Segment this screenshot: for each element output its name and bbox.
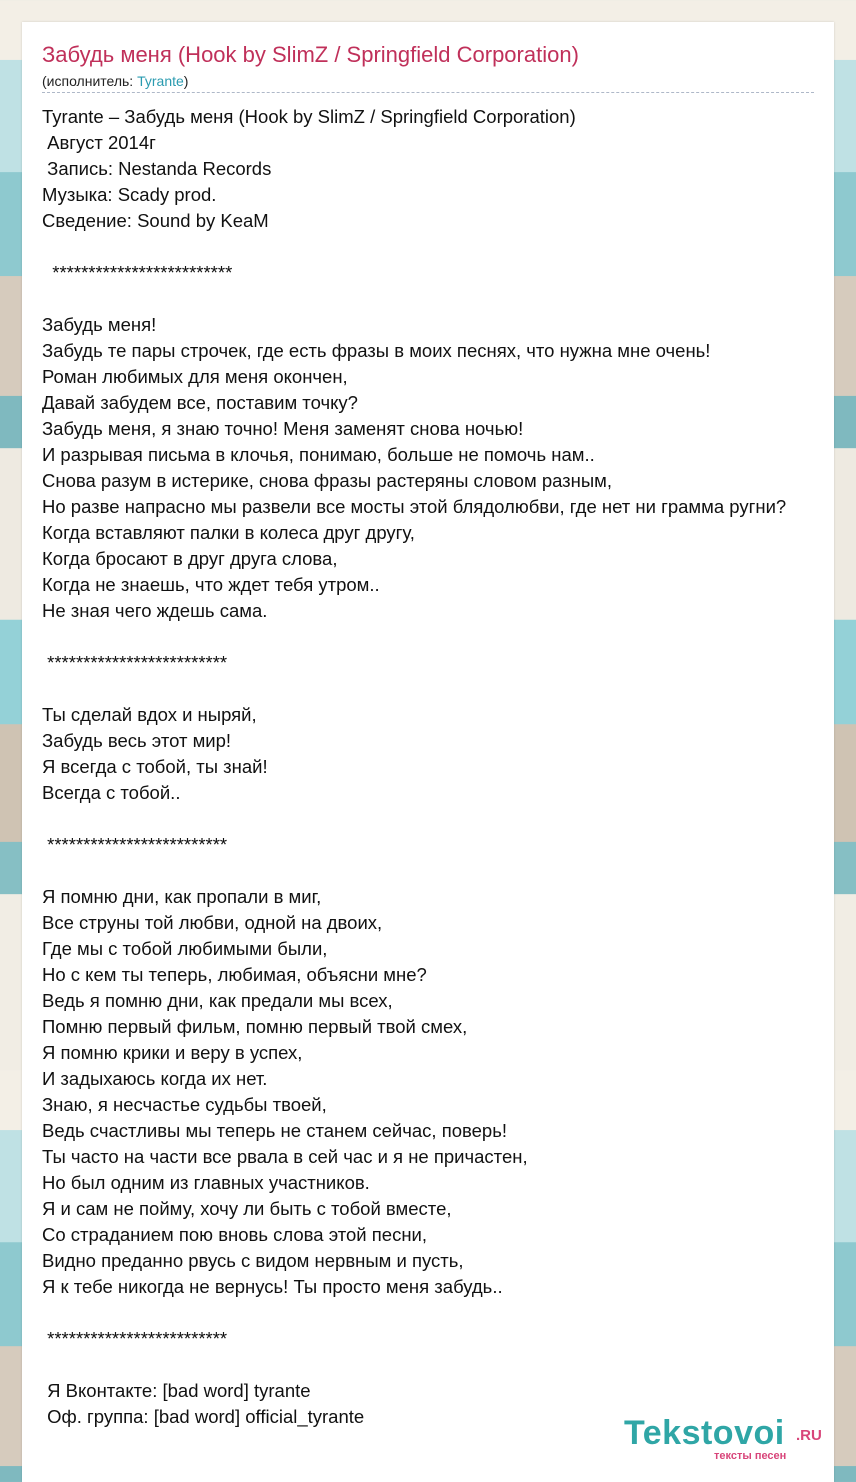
- lyric-line: Оф. группа: [bad word] official_tyrante: [42, 1406, 365, 1427]
- lyric-line: Забудь весь этот мир!: [42, 730, 232, 751]
- lyric-line: Я всегда с тобой, ты знай!: [42, 756, 268, 777]
- lyric-line: Tyrante – Забудь меня (Hook by SlimZ / Springfield Corporation): [42, 106, 576, 127]
- lyric-line: Со страданием пою вновь слова этой песни,: [42, 1224, 428, 1245]
- lyric-line: Ведь счастливы мы теперь не станем сейчас, поверь!: [42, 1120, 507, 1141]
- lyric-line: Когда не знаешь, что ждет тебя утром..: [42, 574, 380, 595]
- lyric-line: Когда бросают в друг друга слова,: [42, 548, 338, 569]
- lyric-line: Помню первый фильм, помню первый твой смех,: [42, 1016, 468, 1037]
- lyric-line: Снова разум в истерике, снова фразы растеряны словом разным,: [42, 470, 613, 491]
- lyric-line: Когда вставляют палки в колеса друг другу,: [42, 522, 415, 543]
- lyric-line: Все струны той любви, одной на двоих,: [42, 912, 383, 933]
- lyric-line: Давай забудем все, поставим точку?: [42, 392, 358, 413]
- lyric-line: Я Вконтакте: [bad word] tyrante: [42, 1380, 311, 1401]
- lyric-line: [42, 1352, 856, 1378]
- artist-suffix: ): [183, 73, 189, 89]
- lyric-line: И задыхаюсь когда их нет.: [42, 1068, 268, 1089]
- lyric-line: Не зная чего ждешь сама.: [42, 600, 268, 621]
- page-title: Забудь меня (Hook by SlimZ / Springfield Corporation): [42, 42, 579, 67]
- lyric-line: [42, 806, 856, 832]
- lyric-line: [42, 858, 856, 884]
- lyric-line: [42, 1300, 856, 1326]
- lyric-line: *************************: [42, 652, 228, 673]
- lyric-line: Я помню дни, как пропали в миг,: [42, 886, 322, 907]
- lyric-line: Видно преданно рвусь с видом нервным и пусть,: [42, 1250, 464, 1271]
- lyric-line: Забудь меня, я знаю точно! Меня заменят снова ночью!: [42, 418, 524, 439]
- logo-text: Tekstovoi: [624, 1414, 785, 1452]
- lyric-line: Но был одним из главных участников.: [42, 1172, 370, 1193]
- lyric-line: Где мы с тобой любимыми были,: [42, 938, 328, 959]
- lyric-line: И разрывая письма в клочья, понимаю, больше не помочь нам..: [42, 444, 595, 465]
- lyric-line: [42, 286, 856, 312]
- logo-domain: .RU: [796, 1427, 822, 1444]
- lyric-line: Август 2014г: [42, 132, 156, 153]
- lyrics-body: [42, 104, 856, 1430]
- site-logo[interactable]: [624, 1414, 828, 1470]
- lyric-line: Ты сделай вдох и ныряй,: [42, 704, 257, 725]
- artist-prefix: (исполнитель:: [42, 73, 138, 89]
- lyric-line: *************************: [42, 262, 233, 283]
- lyric-line: *************************: [42, 834, 228, 855]
- artist-line: [42, 73, 188, 89]
- lyric-line: Но разве напрасно мы развели все мосты этой блядолюбви, где нет ни грамма ругни?: [42, 496, 787, 517]
- lyric-line: [42, 234, 856, 260]
- lyric-line: *************************: [42, 1328, 228, 1349]
- lyric-line: [42, 624, 856, 650]
- artist-link[interactable]: Tyrante: [137, 73, 184, 89]
- lyric-line: Сведение: Sound by KeaM: [42, 210, 269, 231]
- lyric-line: Роман любимых для меня окончен,: [42, 366, 348, 387]
- lyric-line: [42, 676, 856, 702]
- lyric-line: Забудь те пары строчек, где есть фразы в моих песнях, что нужна мне очень!: [42, 340, 711, 361]
- title-divider: [42, 92, 814, 93]
- lyric-line: Музыка: Scady prod.: [42, 184, 217, 205]
- lyric-line: Знаю, я несчастье судьбы твоей,: [42, 1094, 327, 1115]
- lyrics-page: [22, 22, 834, 1482]
- lyric-line: Я и сам не пойму, хочу ли быть с тобой вместе,: [42, 1198, 452, 1219]
- lyric-line: Забудь меня!: [42, 314, 157, 335]
- lyric-line: Но с кем ты теперь, любимая, объясни мне?: [42, 964, 427, 985]
- lyric-line: Я к тебе никогда не вернусь! Ты просто меня забудь..: [42, 1276, 503, 1297]
- lyric-line: Я помню крики и веру в успех,: [42, 1042, 303, 1063]
- lyric-line: Всегда с тобой..: [42, 782, 181, 803]
- logo-tagline: тексты песен: [714, 1450, 787, 1462]
- lyric-line: Ведь я помню дни, как предали мы всех,: [42, 990, 393, 1011]
- lyric-line: Запись: Nestanda Records: [42, 158, 272, 179]
- lyric-line: Ты часто на части все рвала в сей час и я не причастен,: [42, 1146, 528, 1167]
